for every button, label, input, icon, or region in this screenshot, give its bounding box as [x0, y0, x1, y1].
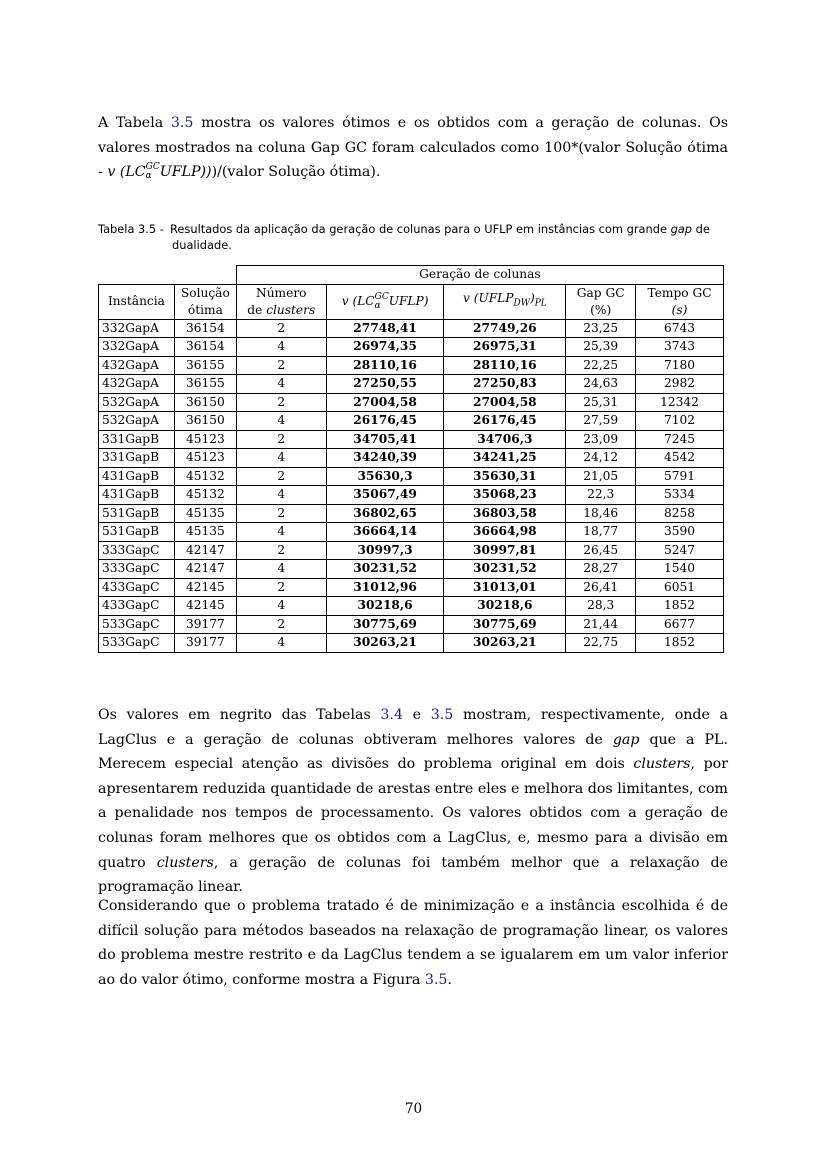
- table-cell: 30231,52: [326, 560, 444, 579]
- table-cell: 36155: [174, 375, 236, 394]
- table-cell: 332GapA: [99, 338, 175, 357]
- caption-label: Tabela 3.5 -: [98, 222, 164, 236]
- table-cell: 30231,52: [444, 560, 566, 579]
- table-cell: 2: [236, 541, 326, 560]
- table-cell: 432GapA: [99, 356, 175, 375]
- table-caption: [98, 222, 728, 253]
- text: e: [402, 707, 431, 723]
- table-row: [99, 375, 724, 394]
- table-cell: 36802,65: [326, 504, 444, 523]
- table-cell: 7180: [636, 356, 724, 375]
- table-cell: 8258: [636, 504, 724, 523]
- table-cell: 21,05: [566, 467, 636, 486]
- table-cell: 4: [236, 560, 326, 579]
- table-cell: 36154: [174, 338, 236, 357]
- table-cell: 36155: [174, 356, 236, 375]
- table-cell: 532GapA: [99, 412, 175, 431]
- table-row: [99, 578, 724, 597]
- table-cell: 23,09: [566, 430, 636, 449]
- table-cell: 36803,58: [444, 504, 566, 523]
- table-cell: 45123: [174, 430, 236, 449]
- table-row: [99, 597, 724, 616]
- table-cell: 433GapC: [99, 578, 175, 597]
- table-cell: 4: [236, 486, 326, 505]
- table-ref-link[interactable]: 3.5: [430, 707, 454, 723]
- header-solucao: [174, 284, 236, 319]
- table-cell: 533GapC: [99, 615, 175, 634]
- table-cell: 36150: [174, 412, 236, 431]
- table-cell: 27004,58: [444, 393, 566, 412]
- table-cell: 331GapB: [99, 430, 175, 449]
- table-cell: 2: [236, 467, 326, 486]
- table-cell: 39177: [174, 615, 236, 634]
- text: , a geração de colunas foi também melhor que a relaxação de programação linear.: [98, 854, 728, 896]
- table-cell: 4542: [636, 449, 724, 468]
- table-cell: 30997,81: [444, 541, 566, 560]
- table-cell: 42147: [174, 541, 236, 560]
- header-tempo-2: (s): [671, 302, 688, 317]
- table-cell: 26176,45: [444, 412, 566, 431]
- table-cell: 5247: [636, 541, 724, 560]
- table-row: [99, 523, 724, 542]
- table-body: [99, 319, 724, 652]
- text: mostram, respectivamente, onde a LagClus e a geração de colunas obtiveram melhores valores de: [98, 707, 728, 748]
- italic-word: clusters: [156, 854, 214, 871]
- table-cell: 4: [236, 375, 326, 394]
- text: que a PL. Merecem especial atenção as divisões do problema original em dois: [98, 731, 728, 773]
- page-number: 70: [404, 1101, 423, 1117]
- table-cell: 2: [236, 319, 326, 338]
- table-cell: 3590: [636, 523, 724, 542]
- header-tempo-1: Tempo GC: [647, 285, 712, 300]
- table-cell: 30263,21: [444, 634, 566, 653]
- italic-word: gap: [612, 731, 640, 748]
- table-cell: 34706,3: [444, 430, 566, 449]
- table-cell: 27749,26: [444, 319, 566, 338]
- table-cell: 4: [236, 449, 326, 468]
- table-row: [99, 615, 724, 634]
- table-cell: 2982: [636, 375, 724, 394]
- results-table: [98, 265, 724, 653]
- caption-text: de: [692, 222, 710, 236]
- table-cell: 531GapB: [99, 504, 175, 523]
- table-cell: 25,31: [566, 393, 636, 412]
- header-v-lc: v (LCGC α UFLP): [326, 284, 444, 319]
- table-cell: 5334: [636, 486, 724, 505]
- table-cell: 27,59: [566, 412, 636, 431]
- paragraph-3: [98, 894, 728, 992]
- table-cell: 433GapC: [99, 597, 175, 616]
- text: A Tabela: [98, 115, 171, 131]
- table-cell: 18,77: [566, 523, 636, 542]
- header-v-dw: v $(UFLP_{DW})_{PL}$: [444, 284, 566, 319]
- table-cell: 2: [236, 356, 326, 375]
- table-cell: 26975,31: [444, 338, 566, 357]
- table-cell: 36664,14: [326, 523, 444, 542]
- table-cell: 333GapC: [99, 541, 175, 560]
- table-cell: 4: [236, 338, 326, 357]
- group-header: Geração de colunas: [236, 266, 723, 285]
- paragraph-2: [98, 703, 728, 900]
- caption-gap-word: gap: [670, 222, 693, 236]
- table-cell: 2: [236, 430, 326, 449]
- table-cell: 24,12: [566, 449, 636, 468]
- header-numero: [236, 284, 326, 319]
- text: , por apresentarem reduzida quantidade de arestas entre eles e melhora dos limitantes, com a penalidade nos tempos de processamento. Os valores obtidos com a geração de colunas foram melhores que os obtidos com a LagClus, e, mesmo para a divisão em quatro: [98, 756, 728, 871]
- table-cell: 45132: [174, 486, 236, 505]
- table-cell: 45135: [174, 504, 236, 523]
- table-row: [99, 634, 724, 653]
- header-numero-1: Número: [256, 285, 307, 300]
- table-cell: 27250,83: [444, 375, 566, 394]
- table-ref-link[interactable]: 3.5: [170, 115, 194, 131]
- table-cell: 1852: [636, 634, 724, 653]
- table-cell: 2: [236, 578, 326, 597]
- table-row: [99, 412, 724, 431]
- empty-header: [99, 266, 237, 285]
- table-cell: 30218,6: [444, 597, 566, 616]
- table-cell: 34705,41: [326, 430, 444, 449]
- text: mostra os valores ótimos e os obtidos com a geração de colunas. Os valores mostrados na coluna Gap GC foram calculados como 100*(valor Solução ótima -: [98, 115, 728, 181]
- table-cell: 3743: [636, 338, 724, 357]
- table-cell: 26974,35: [326, 338, 444, 357]
- table-cell: 35630,31: [444, 467, 566, 486]
- table-row: [99, 467, 724, 486]
- table-cell: 4: [236, 523, 326, 542]
- table-cell: 31012,96: [326, 578, 444, 597]
- table-cell: 42147: [174, 560, 236, 579]
- table-cell: 332GapA: [99, 319, 175, 338]
- table-cell: 4: [236, 597, 326, 616]
- table-cell: 532GapA: [99, 393, 175, 412]
- table-cell: 26176,45: [326, 412, 444, 431]
- table-cell: 45132: [174, 467, 236, 486]
- table-cell: 2: [236, 393, 326, 412]
- table-cell: 36150: [174, 393, 236, 412]
- table-cell: 34240,39: [326, 449, 444, 468]
- table-cell: 35067,49: [326, 486, 444, 505]
- table-cell: 35068,23: [444, 486, 566, 505]
- italic-word: clusters: [633, 756, 691, 773]
- table-row: [99, 338, 724, 357]
- table-cell: 30775,69: [326, 615, 444, 634]
- header-instancia: Instância: [99, 284, 175, 319]
- text: .: [447, 971, 452, 988]
- paragraph-1: [98, 111, 728, 185]
- formula-v-lc: v (LCGC α UFLP)): [107, 162, 212, 182]
- header-gap-1: Gap GC: [576, 285, 625, 300]
- table-cell: 21,44: [566, 615, 636, 634]
- caption-text: Resultados da aplicação da geração de colunas para o UFLP em instâncias com grande: [170, 222, 671, 236]
- table-cell: 22,3: [566, 486, 636, 505]
- table-cell: 22,25: [566, 356, 636, 375]
- table-cell: 5791: [636, 467, 724, 486]
- table-cell: 23,25: [566, 319, 636, 338]
- table-cell: 1852: [636, 597, 724, 616]
- table-cell: 333GapC: [99, 560, 175, 579]
- table-cell: 30775,69: [444, 615, 566, 634]
- table-cell: 24,63: [566, 375, 636, 394]
- table-cell: 431GapB: [99, 467, 175, 486]
- table-cell: 42145: [174, 597, 236, 616]
- table-cell: 27004,58: [326, 393, 444, 412]
- table-cell: 39177: [174, 634, 236, 653]
- caption-line2: dualidade.: [172, 237, 232, 252]
- table-cell: 28110,16: [326, 356, 444, 375]
- table-row: [99, 393, 724, 412]
- table-cell: 36664,98: [444, 523, 566, 542]
- header-tempo-gc: [636, 284, 724, 319]
- text: Os valores em negrito das Tabelas: [98, 707, 381, 723]
- table-cell: 45135: [174, 523, 236, 542]
- table-cell: 28,3: [566, 597, 636, 616]
- table-cell: 12342: [636, 393, 724, 412]
- table-cell: 26,41: [566, 578, 636, 597]
- table-cell: 7245: [636, 430, 724, 449]
- table-cell: 1540: [636, 560, 724, 579]
- table-cell: 531GapB: [99, 523, 175, 542]
- table-cell: 25,39: [566, 338, 636, 357]
- table-cell: 30263,21: [326, 634, 444, 653]
- table-cell: 4: [236, 634, 326, 653]
- table-cell: 35630,3: [326, 467, 444, 486]
- header-gap-gc: [566, 284, 636, 319]
- table-cell: 432GapA: [99, 375, 175, 394]
- table-cell: 42145: [174, 578, 236, 597]
- table-cell: 6051: [636, 578, 724, 597]
- table-row: [99, 319, 724, 338]
- table-ref-link[interactable]: 3.4: [380, 707, 403, 723]
- table-cell: 2: [236, 615, 326, 634]
- text: )/(valor Solução ótima).: [211, 164, 381, 181]
- table-cell: 431GapB: [99, 486, 175, 505]
- table-row: [99, 430, 724, 449]
- table-row: [99, 541, 724, 560]
- table-cell: 4: [236, 412, 326, 431]
- table-cell: 2: [236, 504, 326, 523]
- table-cell: 30997,3: [326, 541, 444, 560]
- table-row: [99, 486, 724, 505]
- header-numero-2b: clusters: [266, 302, 316, 317]
- table-cell: 18,46: [566, 504, 636, 523]
- table-cell: 6743: [636, 319, 724, 338]
- table-cell: 7102: [636, 412, 724, 431]
- header-numero-2a: de: [247, 302, 267, 317]
- table-cell: 27250,55: [326, 375, 444, 394]
- header-solucao-2: ótima: [187, 302, 223, 317]
- table-cell: 27748,41: [326, 319, 444, 338]
- table-row: [99, 504, 724, 523]
- header-gap-2: (%): [590, 302, 612, 317]
- table-cell: 331GapB: [99, 449, 175, 468]
- table-cell: 6677: [636, 615, 724, 634]
- table-cell: 22,75: [566, 634, 636, 653]
- figure-ref-link[interactable]: 3.5: [424, 971, 448, 988]
- table-cell: 36154: [174, 319, 236, 338]
- table-cell: 533GapC: [99, 634, 175, 653]
- table-cell: 34241,25: [444, 449, 566, 468]
- table-cell: 26,45: [566, 541, 636, 560]
- header-solucao-1: Solução: [180, 285, 230, 300]
- table-cell: 45123: [174, 449, 236, 468]
- table-cell: 30218,6: [326, 597, 444, 616]
- table-row: [99, 449, 724, 468]
- table-cell: 31013,01: [444, 578, 566, 597]
- table-row: [99, 560, 724, 579]
- table-cell: 28,27: [566, 560, 636, 579]
- table-row: [99, 356, 724, 375]
- text: Considerando que o problema tratado é de minimização e a instância escolhida é de difícil solução para métodos baseados na relaxação de programação linear, os valores do problema mestre restrito e da LagClus tendem a se igualarem em um valor inferior ao do valor ótimo, conforme mostra a Figura: [98, 898, 728, 988]
- table-cell: 28110,16: [444, 356, 566, 375]
